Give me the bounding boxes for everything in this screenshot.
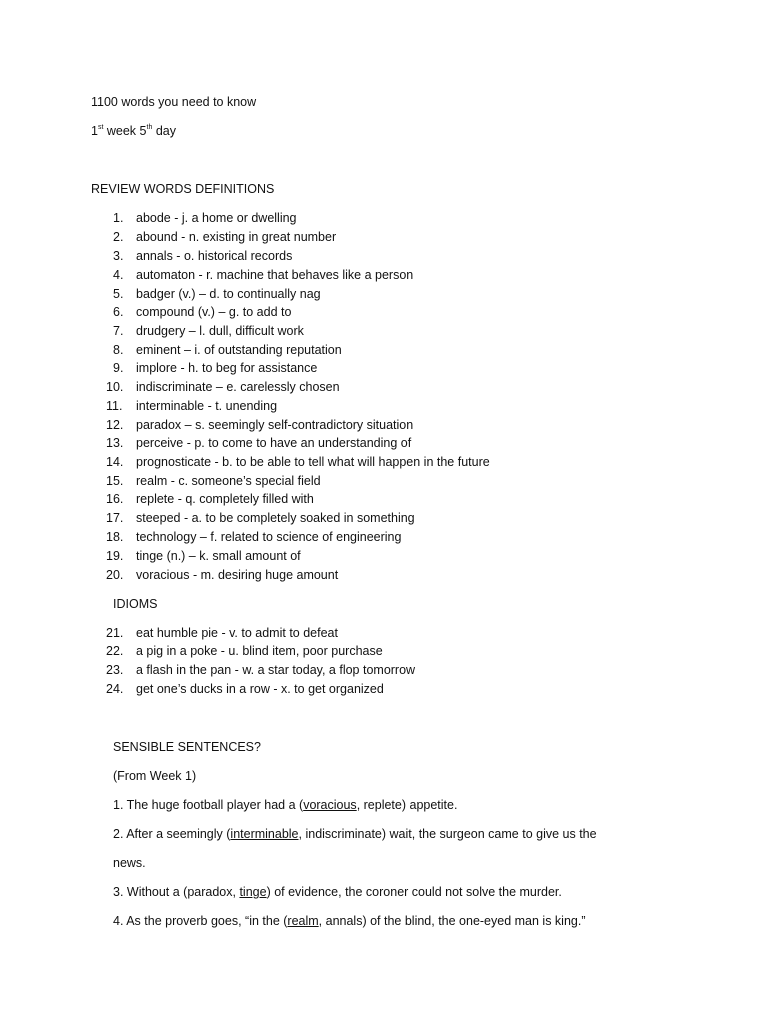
list-item: 9. implore - h. to beg for assistance [113,361,318,375]
sentences-heading: SENSIBLE SENTENCES? [113,740,261,754]
sentence-2: 2. After a seemingly (interminable, indiscriminate) wait, the surgeon came to give us the [113,827,597,841]
list-item: 5. badger (v.) – d. to continually nag [113,287,321,301]
sentence-4: 4. As the proverb goes, “in the (realm, annals) of the blind, the one-eyed man is king.” [113,914,586,928]
list-item: 15. realm - c. someone’s special field [106,474,321,488]
underlined-answer: voracious [303,798,357,812]
list-item: 10. indiscriminate – e. carelessly chosen [106,380,340,394]
idioms-heading: IDIOMS [113,597,158,611]
list-item: 2. abound - n. existing in great number [113,230,337,244]
list-item: 22. a pig in a poke - u. blind item, poor purchase [106,644,383,658]
document-title: 1100 words you need to know [91,95,257,109]
week-text: week 5 [103,124,147,138]
list-item: 8. eminent – i. of outstanding reputation [113,343,342,357]
list-item: 12. paradox – s. seemingly self-contradictory situation [106,418,414,432]
sentences-source: (From Week 1) [113,769,197,783]
sentence-3: 3. Without a (paradox, tinge) of evidence, the coroner could not solve the murder. [113,885,562,899]
list-item: 3. annals - o. historical records [113,249,293,263]
list-item: 7. drudgery – l. dull, difficult work [113,324,304,338]
list-item: 24. get one’s ducks in a row - x. to get organized [106,682,384,696]
list-item: 11. interminable - t. unending [106,399,278,413]
list-item: 14. prognosticate - b. to be able to tell what will happen in the future [106,455,490,469]
review-heading: REVIEW WORDS DEFINITIONS [91,182,275,196]
sentence-1: 1. The huge football player had a (voracious, replete) appetite. [113,798,458,812]
list-item: 13. perceive - p. to come to have an understanding of [106,436,412,450]
list-item: 23. a flash in the pan - w. a star today, a flop tomorrow [106,663,416,677]
day-superscript: th [146,124,153,131]
week-number: 1 [91,124,98,138]
underlined-answer: realm [287,914,319,928]
list-item: 17. steeped - a. to be completely soaked in something [106,511,415,525]
underlined-answer: tinge [239,885,267,899]
week-day-line [91,123,176,139]
sentence-2-continued: news. [113,856,146,870]
underlined-answer: interminable [230,827,299,841]
list-item: 16. replete - q. completely filled with [106,492,314,506]
list-item: 6. compound (v.) – g. to add to [113,305,292,319]
list-item: 19. tinge (n.) – k. small amount of [106,549,301,563]
day-text: day [152,124,176,138]
list-item: 4. automaton - r. machine that behaves like a person [113,268,414,282]
list-item: 21. eat humble pie - v. to admit to defeat [106,626,338,640]
list-item: 18. technology – f. related to science of engineering [106,530,402,544]
week-superscript: st [97,124,104,131]
list-item: 1. abode - j. a home or dwelling [113,211,297,225]
list-item: 20. voracious - m. desiring huge amount [106,568,339,582]
